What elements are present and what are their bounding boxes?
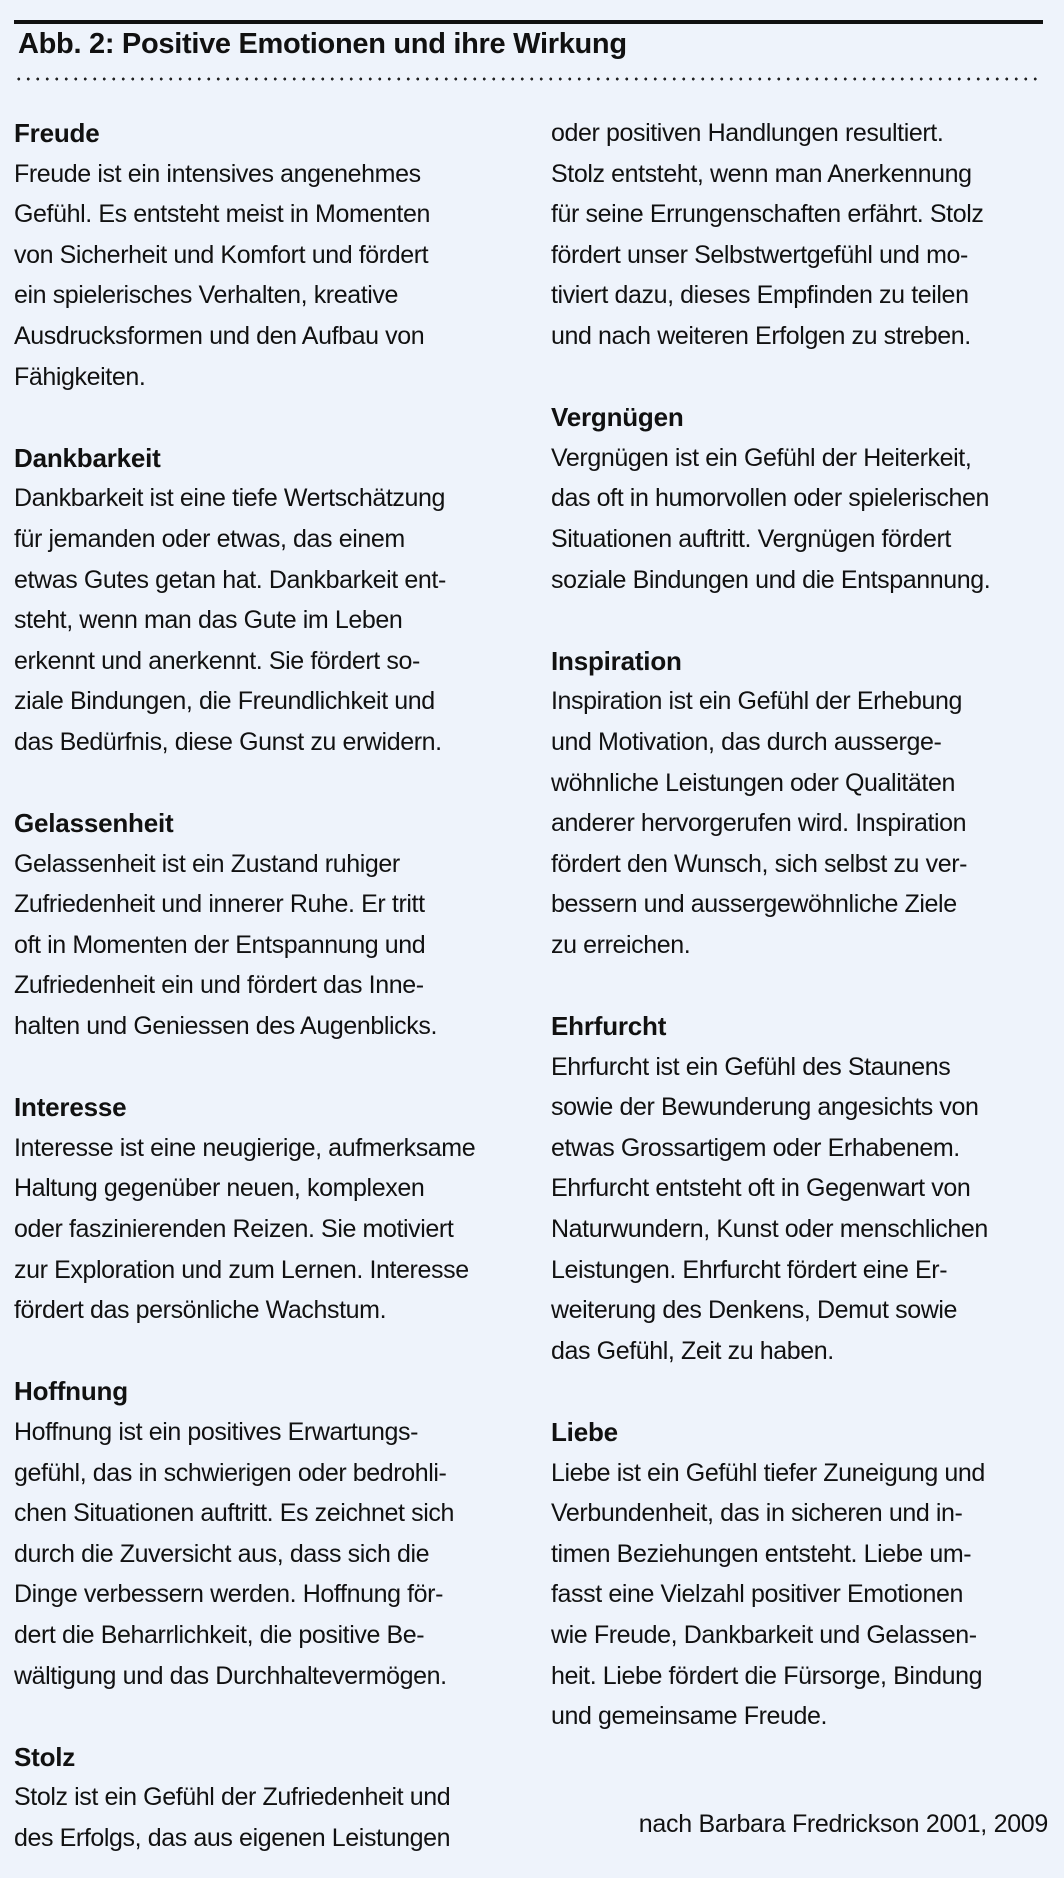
emotion-text-line: weiterung des Denkens, Demut sowie: [551, 1296, 958, 1325]
emotion-section: [551, 1412, 1051, 1737]
emotion-section: [14, 1737, 534, 1859]
emotion-text-line: Ehrfurcht ist ein Gefühl des Staunens: [551, 1052, 951, 1081]
emotion-section: [14, 113, 534, 397]
top-rule: [14, 20, 1043, 24]
emotion-text-line: Liebe ist ein Gefühl tiefer Zuneigung und: [551, 1458, 985, 1487]
emotion-heading: Gelassenheit: [14, 808, 174, 839]
emotion-text-line: Dankbarkeit ist eine tiefe Wertschätzung: [14, 484, 445, 513]
emotion-text-line: etwas Grossartigem oder Erhabenem.: [551, 1133, 960, 1162]
left-column: [14, 113, 534, 1859]
emotion-text-line: Stolz ist ein Gefühl der Zufriedenheit und: [14, 1783, 451, 1812]
emotion-text-line: tiviert dazu, dieses Empfinden zu teilen: [551, 281, 969, 310]
emotion-text-line: fasst eine Vielzahl positiver Emotionen: [551, 1580, 963, 1609]
emotion-text-line: Vergnügen ist ein Gefühl der Heiterkeit,: [551, 443, 972, 472]
emotion-text-line: oder positiven Handlungen resultiert.: [551, 119, 944, 147]
emotion-section: [14, 803, 534, 1047]
source-citation: nach Barbara Fredrickson 2001, 2009: [638, 1810, 1048, 1838]
emotion-text-line: Leistungen. Ehrfurcht fördert eine Er-: [551, 1255, 948, 1284]
emotion-heading: Freude: [14, 118, 100, 148]
emotion-text-line: und gemeinsame Freude.: [551, 1702, 828, 1731]
emotion-heading: Liebe: [551, 1417, 618, 1447]
emotion-text-line: Zufriedenheit und innerer Ruhe. Er tritt: [14, 890, 425, 919]
emotion-text-line: Gefühl. Es entsteht meist in Momenten: [14, 200, 430, 229]
emotion-text-line: halten und Geniessen des Augenblicks.: [14, 1012, 438, 1041]
emotion-heading: Dankbarkeit: [14, 442, 161, 473]
emotion-text-line: gefühl, das in schwierigen oder bedrohli-: [14, 1458, 447, 1487]
emotion-text-line: fördert das persönliche Wachstum.: [14, 1296, 387, 1325]
emotion-text-line: Interesse ist eine neugierige, aufmerksame: [14, 1133, 476, 1162]
emotion-text-line: zu erreichen.: [551, 930, 691, 959]
emotion-text-line: bessern und aussergewöhnliche Ziele: [551, 890, 957, 919]
emotion-text-line: Situationen auftritt. Vergnügen fördert: [551, 524, 951, 553]
emotion-text-line: Ehrfurcht entsteht oft in Gegenwart von: [551, 1174, 971, 1203]
emotion-heading: Interesse: [14, 1092, 127, 1123]
emotion-text-line: fördert den Wunsch, sich selbst zu ver-: [551, 849, 968, 878]
emotion-text-line: etwas Gutes getan hat. Dankbarkeit ent-: [14, 565, 446, 594]
emotion-text-line: soziale Bindungen und die Entspannung.: [551, 565, 991, 594]
emotion-text-line: ziale Bindungen, die Freundlichkeit und: [14, 687, 435, 716]
emotion-text-line: steht, wenn man das Gute im Leben: [14, 606, 403, 635]
emotion-text-line: Hoffnung ist ein positives Erwartungs-: [14, 1418, 418, 1446]
emotion-text-line: Verbundenheit, das in sicheren und in-: [551, 1499, 963, 1528]
emotion-text-line: timen Beziehungen entsteht. Liebe um-: [551, 1539, 972, 1568]
emotion-text-line: Zufriedenheit ein und fördert das Inne-: [14, 971, 424, 1000]
emotion-text-line: Ausdrucksformen und den Aufbau von: [14, 321, 425, 350]
emotion-heading: Inspiration: [551, 645, 682, 676]
emotion-text-line: Inspiration ist ein Gefühl der Erhebung: [551, 687, 963, 716]
dotted-divider: [14, 77, 1043, 81]
emotion-text-line: wältigung und das Durchhaltevermögen.: [14, 1661, 447, 1690]
emotion-section: [551, 397, 1051, 600]
emotion-heading: Ehrfurcht: [551, 1011, 667, 1042]
emotion-text-line: Freude ist ein intensives angenehmes: [14, 159, 421, 188]
emotion-text-line: Dinge verbessern werden. Hoffnung för-: [14, 1580, 444, 1609]
emotion-text-line: Haltung gegenüber neuen, komplexen: [14, 1174, 425, 1203]
emotion-text-line: durch die Zuversicht aus, dass sich die: [14, 1539, 430, 1568]
emotion-text-line: chen Situationen auftritt. Es zeichnet sich: [14, 1499, 455, 1528]
emotion-text-line: dert die Beharrlichkeit, die positive Be-: [14, 1620, 425, 1649]
emotion-section: [14, 438, 534, 763]
emotion-section: [551, 1006, 1051, 1371]
emotion-heading: Hoffnung: [14, 1376, 128, 1407]
emotion-text-line: Fähigkeiten.: [14, 362, 146, 391]
emotion-text-line: sowie der Bewunderung angesichts von: [551, 1093, 979, 1122]
emotion-text-line: zur Exploration und zum Lernen. Interesse: [14, 1255, 469, 1284]
emotion-text-line: anderer hervorgerufen wird. Inspiration: [551, 809, 967, 838]
emotion-text-line: von Sicherheit und Komfort und fördert: [14, 240, 429, 269]
emotion-text-line: das oft in humorvollen oder spielerischen: [551, 484, 990, 513]
emotion-text-line: Naturwundern, Kunst oder menschlichen: [551, 1215, 988, 1244]
emotion-text-line: oft in Momenten der Entspannung und: [14, 930, 426, 959]
emotion-text-line: fördert unser Selbstwertgefühl und mo-: [551, 240, 968, 269]
emotion-text-line: heit. Liebe fördert die Fürsorge, Bindung: [551, 1661, 983, 1690]
emotion-text-line: wie Freude, Dankbarkeit und Gelassen-: [551, 1620, 977, 1649]
emotion-heading: Vergnügen: [551, 402, 684, 433]
emotion-heading: Stolz: [14, 1741, 76, 1772]
emotion-text-line: und nach weiteren Erfolgen zu streben.: [551, 321, 971, 350]
emotion-section: [551, 641, 1051, 966]
emotion-text-line: für seine Errungenschaften erfährt. Stolz: [551, 200, 984, 229]
emotion-text-line: das Gefühl, Zeit zu haben.: [551, 1336, 834, 1365]
emotion-text-line: des Erfolgs, das aus eigenen Leistungen: [14, 1823, 451, 1852]
emotion-section: [14, 1371, 534, 1696]
emotion-text-line: für jemanden oder etwas, das einem: [14, 524, 405, 553]
emotion-text-line: Gelassenheit ist ein Zustand ruhiger: [14, 849, 400, 878]
emotion-text-line: erkennt und anerkennt. Sie fördert so-: [14, 646, 420, 675]
figure-title: Abb. 2: Positive Emotionen und ihre Wirkung: [18, 28, 627, 60]
right-column: [551, 113, 1051, 1737]
emotion-text-line: Stolz entsteht, wenn man Anerkennung: [551, 159, 972, 188]
emotion-text-line: oder faszinierenden Reizen. Sie motiviert: [14, 1215, 454, 1244]
emotion-text-line: das Bedürfnis, diese Gunst zu erwidern.: [14, 727, 442, 756]
emotion-text-line: ein spielerisches Verhalten, kreative: [14, 281, 399, 310]
emotion-text-line: wöhnliche Leistungen oder Qualitäten: [551, 768, 955, 797]
emotion-section: [551, 113, 1051, 357]
emotion-section: [14, 1087, 534, 1331]
emotion-text-line: und Motivation, das durch ausserge-: [551, 727, 942, 756]
